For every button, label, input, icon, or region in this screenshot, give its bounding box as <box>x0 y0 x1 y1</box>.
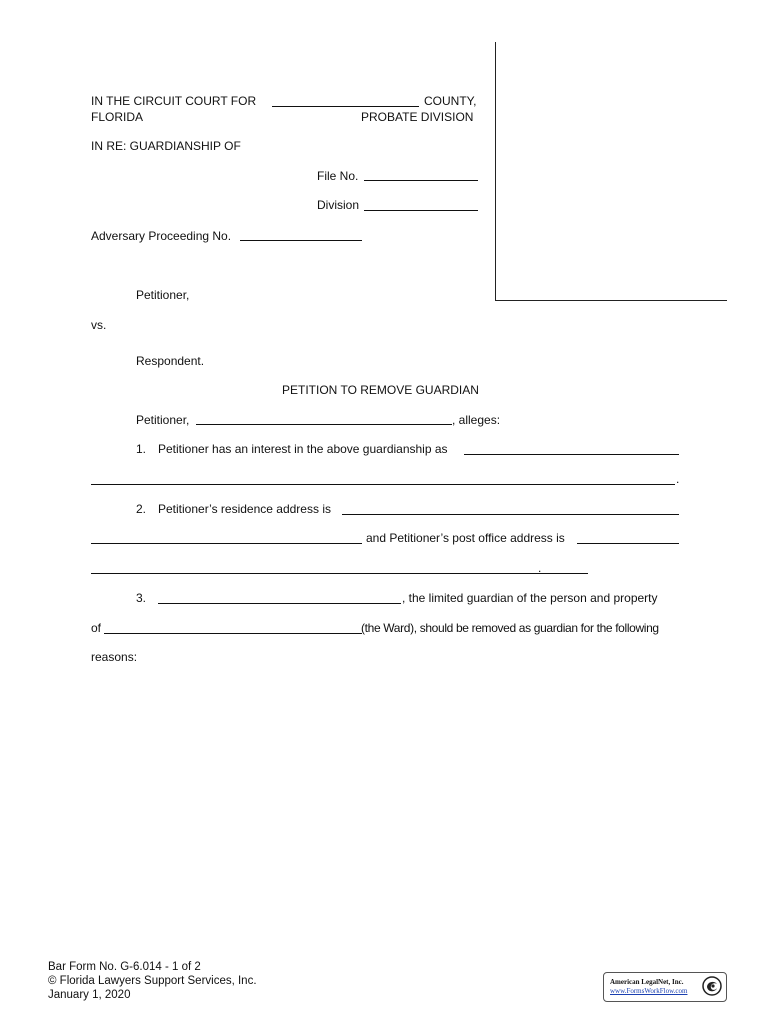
item1-end: . <box>676 472 680 486</box>
state-name: FLORIDA <box>91 110 144 124</box>
adversary-blank[interactable] <box>240 240 362 241</box>
publisher-badge[interactable] <box>603 972 727 1002</box>
footer-date: January 1, 2020 <box>48 989 131 1001</box>
petitioner-name-blank[interactable] <box>196 424 452 425</box>
form-title: PETITION TO REMOVE GUARDIAN <box>282 383 479 397</box>
county-suffix: COUNTY, <box>424 94 477 108</box>
interest-blank-line1[interactable] <box>464 454 679 455</box>
item3-line2-suffix: (the Ward), should be removed as guardian for the following <box>361 621 659 635</box>
item2-text: Petitioner’s residence address is <box>158 502 331 516</box>
guardian-name-blank[interactable] <box>158 603 401 604</box>
petitioner-label: Petitioner, <box>136 288 190 302</box>
residence-blank-line2[interactable] <box>91 543 362 544</box>
footer-copyright: © Florida Lawyers Support Services, Inc. <box>48 975 257 987</box>
respondent-label: Respondent. <box>136 354 205 368</box>
item1-text: Petitioner has an interest in the above guardianship as <box>158 442 448 456</box>
court-line-prefix: IN THE CIRCUIT COURT FOR <box>91 94 257 108</box>
file-no-blank[interactable] <box>364 180 478 181</box>
stamp-box-bottom-border <box>495 300 727 301</box>
footer-form-number: Bar Form No. G-6.014 - 1 of 2 <box>48 961 201 973</box>
in-re-line: IN RE: GUARDIANSHIP OF <box>91 139 241 153</box>
badge-url-link[interactable]: www.FormsWorkFlow.com <box>610 987 688 995</box>
item3-number: 3. <box>136 591 147 605</box>
intro-prefix: Petitioner, <box>136 413 190 427</box>
division-label: Division <box>317 198 360 212</box>
intro-suffix: , alleges: <box>452 413 501 427</box>
item1-number: 1. <box>136 442 147 456</box>
division-name: PROBATE DIVISION <box>361 110 474 124</box>
post-office-blank-line2[interactable] <box>91 573 588 574</box>
item2-middle: and Petitioner’s post office address is <box>366 531 565 545</box>
residence-blank-line1[interactable] <box>342 514 679 515</box>
american-legalnet-logo-icon <box>702 976 722 996</box>
item2-end: . <box>538 561 542 575</box>
item2-number: 2. <box>136 502 147 516</box>
adversary-label: Adversary Proceeding No. <box>91 229 232 243</box>
ward-name-blank[interactable] <box>104 633 362 634</box>
county-blank[interactable] <box>272 106 419 107</box>
badge-company: American LegalNet, Inc. <box>610 978 684 986</box>
interest-blank-line2[interactable] <box>91 484 675 485</box>
stamp-box-left-border <box>495 42 496 301</box>
vs-label: vs. <box>91 318 107 332</box>
item3-line3: reasons: <box>91 650 138 664</box>
file-no-label: File No. <box>317 169 359 183</box>
division-blank[interactable] <box>364 210 478 211</box>
item3-line2-prefix: of <box>91 621 102 635</box>
item3-suffix: , the limited guardian of the person and property <box>402 591 658 605</box>
post-office-blank-line1[interactable] <box>577 543 679 544</box>
